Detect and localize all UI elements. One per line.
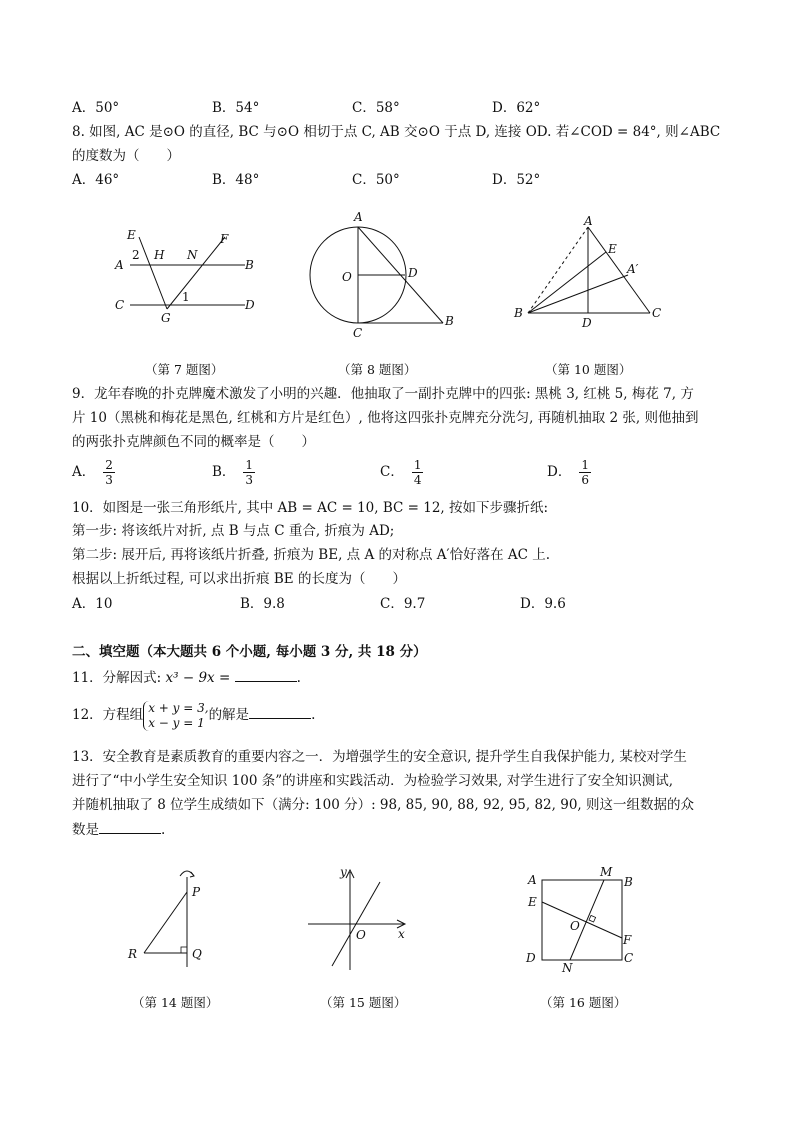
figure-8-circle-tangent — [300, 205, 470, 345]
q13-text-line4: 数是 . — [72, 819, 165, 840]
q7-option-b: B．54° — [212, 100, 260, 116]
q9-option-a: A． $\frac{2}{3}$ — [72, 458, 113, 487]
q7-option-d: D．62° — [492, 100, 541, 116]
q11-answer-blank — [235, 667, 297, 682]
q10-text-line1: 10．如图是一张三角形纸片, 其中 AB = AC = 10, BC = 12, 按如下步骤折纸: — [72, 500, 549, 516]
fig8-label-a: A — [354, 210, 363, 224]
fig15-label-y: y — [340, 865, 347, 879]
fig7-label-c: C — [115, 298, 125, 312]
fig7-label-e: E — [127, 228, 136, 242]
q10-text-line4: 根据以上折纸过程, 可以求出折痕 BE 的长度为（ ） — [72, 571, 406, 587]
fig15-label-o: O — [356, 928, 366, 942]
fig7-label-b: B — [245, 258, 254, 272]
q8-option-a: A．46° — [72, 172, 120, 188]
q12-text: 12．方程组 x + y = 3, x − y = 1 的解是 . — [72, 700, 316, 730]
caption-fig14: （第 14 题图） — [132, 995, 219, 1010]
fig8-label-b: B — [445, 314, 454, 328]
q9-option-b: B． $\frac{1}{3}$ — [212, 458, 254, 487]
q8-option-c: C．50° — [352, 172, 400, 188]
fig7-label-h: H — [154, 248, 165, 262]
fig7-label-d: D — [245, 298, 255, 312]
fig16-label-d: D — [526, 951, 536, 965]
fig16-label-c: C — [624, 951, 634, 965]
q9-option-c: C． $\frac{1}{4}$ — [380, 458, 422, 487]
q7-option-a: A．50° — [72, 100, 120, 116]
fig10-label-e: E — [608, 242, 617, 256]
figure-14-right-triangle — [120, 862, 220, 977]
q10-text-line2: 第一步: 将该纸片对折, 点 B 与点 C 重合, 折痕为 AD; — [72, 523, 395, 539]
fig14-label-r: R — [128, 947, 138, 961]
figure-15-coordinate-line — [300, 862, 415, 977]
section-2-heading: 二、填空题（本大题共 6 个小题, 每小题 3 分, 共 18 分） — [72, 644, 427, 660]
fig16-label-b: B — [624, 875, 633, 889]
fig16-label-n: N — [562, 961, 573, 975]
fig10-label-a: A — [584, 214, 593, 228]
q8-option-d: D．52° — [492, 172, 541, 188]
q11-text: 11．分解因式: x³ − 9x = . — [72, 667, 301, 688]
q13-answer-blank — [99, 819, 161, 834]
q9-text-line2: 片 10（黑桃和梅花是黑色, 红桃和方片是红色）, 他将这四张扑克牌充分洗匀, 再随机抽取 2 张, 则他抽到 — [72, 410, 699, 426]
q8-text-line1: 8. 如图, AC 是⊙O 的直径, BC 与⊙O 相切于点 C, AB 交⊙O 于点 D, 连接 OD. 若∠COD = 84°, 则∠ABC — [72, 124, 721, 140]
fig14-label-q: Q — [192, 947, 202, 961]
q9-text-line1: 9．龙年春晚的扑克牌魔术激发了小明的兴趣．他抽取了一副扑克牌中的四张: 黑桃 3, 红桃 5, 梅花 7, 方 — [72, 386, 694, 402]
fig7-label-n: N — [187, 248, 198, 262]
fig10-label-d: D — [582, 316, 592, 330]
q9-text-line3: 的两张扑克牌颜色不同的概率是（ ） — [72, 434, 315, 450]
fig16-label-f: F — [623, 933, 632, 947]
fig8-label-c: C — [353, 326, 363, 340]
fig16-label-a: A — [528, 873, 537, 887]
q9-option-d: D． $\frac{1}{6}$ — [547, 458, 589, 487]
fig10-label-b: B — [514, 306, 523, 320]
figure-16-square — [518, 862, 643, 977]
q7-option-c: C．58° — [352, 100, 400, 116]
fig15-label-x: x — [398, 927, 405, 941]
q13-text-line2: 进行了“中小学生安全知识 100 条”的讲座和实践活动．为检验学习效果, 对学生进行了安全知识测试, — [72, 773, 674, 789]
q8-text-line2: 的度数为（ ） — [72, 148, 180, 164]
fig16-label-o: O — [570, 919, 580, 933]
caption-fig15: （第 15 题图） — [320, 995, 407, 1010]
fig8-label-o: O — [342, 270, 352, 284]
q10-option-d: D．9.6 — [520, 596, 566, 612]
fig7-label-a: A — [115, 258, 124, 272]
caption-fig10: （第 10 题图） — [545, 362, 632, 377]
q12-answer-blank — [249, 704, 311, 719]
q13-text-line1: 13．安全教育是素质教育的重要内容之一．为增强学生的安全意识, 提升学生自我保护能力, 某校对学生 — [72, 749, 687, 765]
caption-fig7: （第 7 题图） — [145, 362, 224, 377]
fig7-label-2: 2 — [132, 248, 140, 262]
fig7-label-f: F — [220, 232, 229, 246]
q8-option-b: B．48° — [212, 172, 260, 188]
fig16-label-e: E — [528, 895, 537, 909]
fig7-label-g: G — [161, 311, 171, 325]
fig10-label-c: C — [652, 306, 662, 320]
q10-option-b: B．9.8 — [240, 596, 285, 612]
fig10-label-a-prime: A′ — [627, 262, 639, 276]
fig16-label-m: M — [600, 865, 613, 879]
q10-option-a: A．10 — [72, 596, 113, 612]
caption-fig8: （第 8 题图） — [338, 362, 417, 377]
q10-text-line3: 第二步: 展开后, 再将该纸片折叠, 折痕为 BE, 点 A 的对称点 A′恰好落在 AC 上. — [72, 547, 551, 563]
fig8-label-d: D — [408, 266, 418, 280]
q12-equation-system: x + y = 3, x − y = 1 — [143, 701, 208, 731]
q13-text-line3: 并随机抽取了 8 位学生成绩如下（满分: 100 分）: 98, 85, 90, 88, 92, 95, 82, 90, 则这一组数据的众 — [72, 797, 694, 813]
fig7-label-1: 1 — [182, 290, 190, 304]
q10-option-c: C．9.7 — [380, 596, 426, 612]
figure-10-triangle-fold — [510, 215, 675, 335]
fig14-label-p: P — [192, 885, 201, 899]
caption-fig16: （第 16 题图） — [540, 995, 627, 1010]
figure-7-parallel-lines — [105, 225, 275, 325]
